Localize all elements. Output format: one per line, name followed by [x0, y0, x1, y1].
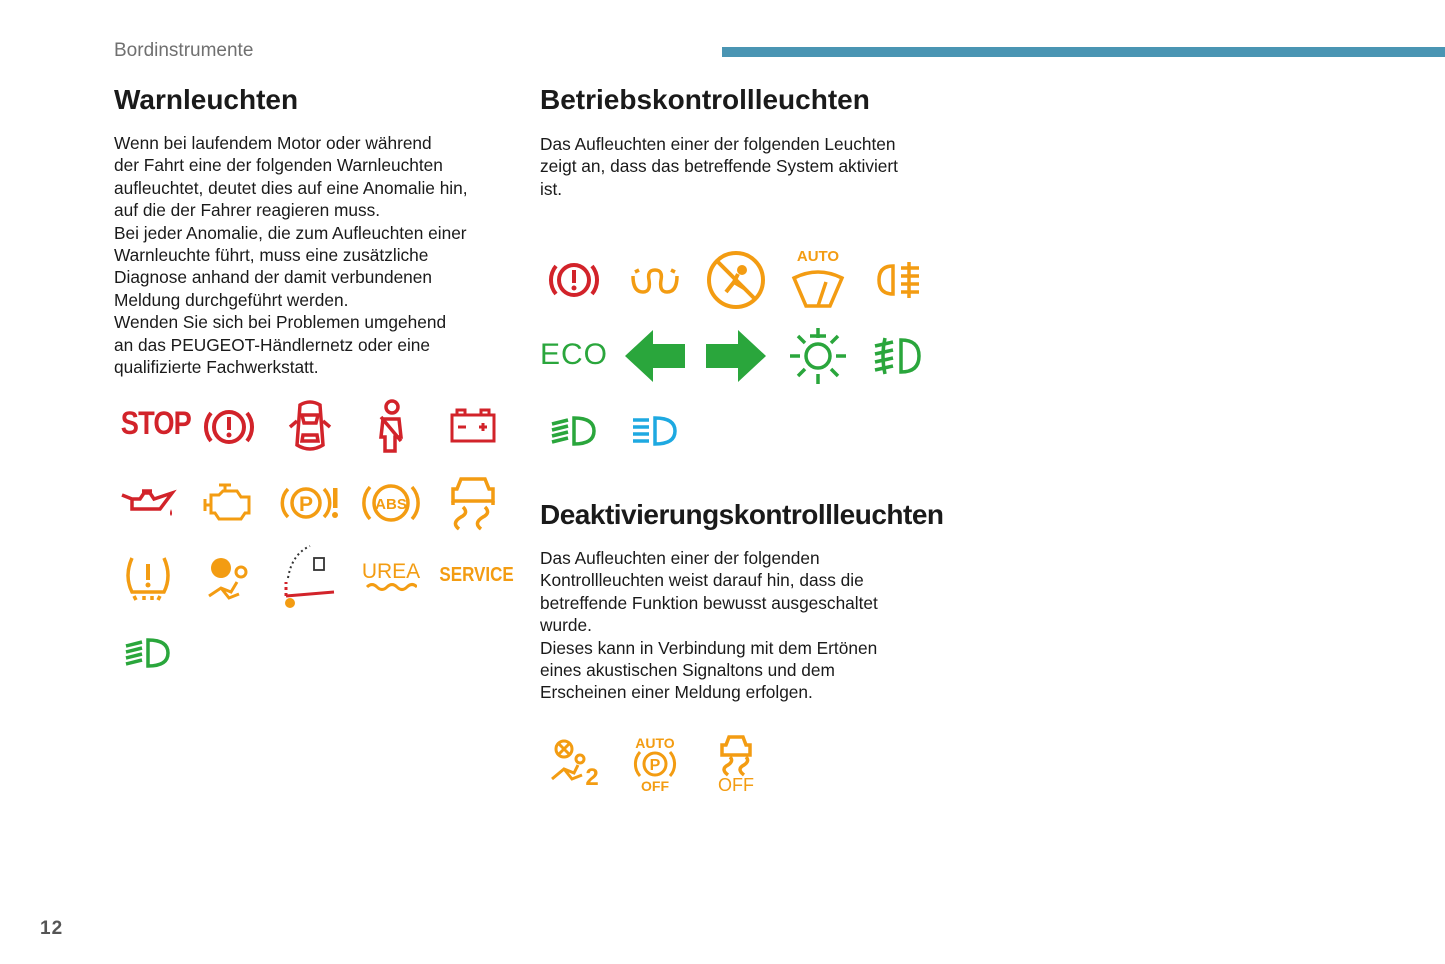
engine-check-icon	[197, 473, 261, 533]
parking-brake-icon	[278, 473, 342, 533]
auto-park-off-label: OFF	[641, 778, 669, 794]
urea-wave-icon	[365, 582, 417, 592]
urea-icon: UREA	[361, 560, 421, 583]
turn-right-icon	[704, 326, 768, 386]
abs-icon	[359, 473, 423, 533]
service-icon: SERVICE	[439, 564, 514, 586]
tyre-pressure-icon	[116, 548, 180, 608]
traction-off-label: OFF	[718, 775, 754, 795]
page-number: 12	[40, 918, 64, 939]
front-fog-icon	[867, 326, 931, 386]
fuel-level-icon	[278, 538, 342, 612]
airbag-2-digit: 2	[585, 764, 599, 791]
section-label: Bordinstrumente	[114, 40, 254, 61]
rear-fog-icon	[867, 250, 931, 310]
warnleuchten-text: Wenn bei laufendem Motor oder während der Fahrt eine der folgenden Warnleuchten aufleuchtet, deutet dies auf eine Anomalie hin, auf die der Fahrer reagieren muss. Bei jeder Anomalie, die zum Aufleuchten einer Warnleuchte führt, muss eine zusätzliche Diagnose anhand der damit verbundenen Meldung durchgeführt werden. Wenden Sie sich bei Problemen umgehend an das PEUGEOT-Händlernetz oder eine qualifizierte Fachwerkstatt.	[114, 133, 468, 378]
auto-wiper-label: AUTO	[796, 248, 840, 265]
sidelights-icon	[786, 326, 850, 386]
traction-control-icon	[441, 473, 505, 533]
airbag-off-icon	[704, 250, 768, 310]
auto-park-letter: P	[649, 757, 661, 774]
deaktiv-title: Deaktivierungskontrollleuchten	[540, 499, 944, 530]
auto-park-off-icon	[623, 748, 687, 780]
betrieb-text: Das Aufleuchten einer der folgenden Leuchten zeigt an, dass das betreffende System aktiviert ist.	[540, 134, 898, 199]
oil-pressure-icon	[116, 473, 180, 533]
brake-indicator-icon	[542, 250, 606, 310]
stop-warning-icon: STOP	[120, 405, 191, 441]
low-beam-icon	[116, 624, 180, 684]
glow-plug-icon	[623, 250, 687, 310]
low-beam-indicator-icon	[542, 402, 606, 462]
turn-left-icon	[623, 326, 687, 386]
battery-icon	[441, 397, 505, 457]
door-open-icon	[278, 397, 342, 457]
header-accent-bar	[722, 47, 1445, 57]
brake-warning-icon	[197, 397, 261, 457]
warnleuchten-title: Warnleuchten	[114, 84, 299, 115]
betrieb-title: Betriebskontrollleuchten	[540, 84, 870, 115]
eco-icon: ECO	[539, 338, 608, 371]
auto-wiper-icon	[786, 266, 850, 310]
park-letter: P	[298, 493, 314, 516]
airbag-icon	[197, 548, 261, 608]
high-beam-icon	[623, 402, 687, 462]
abs-letters: ABS	[375, 496, 407, 513]
auto-park-label: AUTO	[635, 735, 675, 751]
deaktiv-text: Das Aufleuchten einer der folgenden Kontrollleuchten weist darauf hin, dass die betreffende Funktion bewusst ausgeschaltet wurde. Dieses kann in Verbindung mit dem Ertönen eines akustischen Signaltons und dem Erscheinen einer Meldung erfolgen.	[540, 548, 878, 703]
traction-off-icon	[704, 733, 768, 777]
passenger-airbag-off-icon	[542, 735, 606, 795]
seatbelt-icon	[359, 397, 423, 457]
